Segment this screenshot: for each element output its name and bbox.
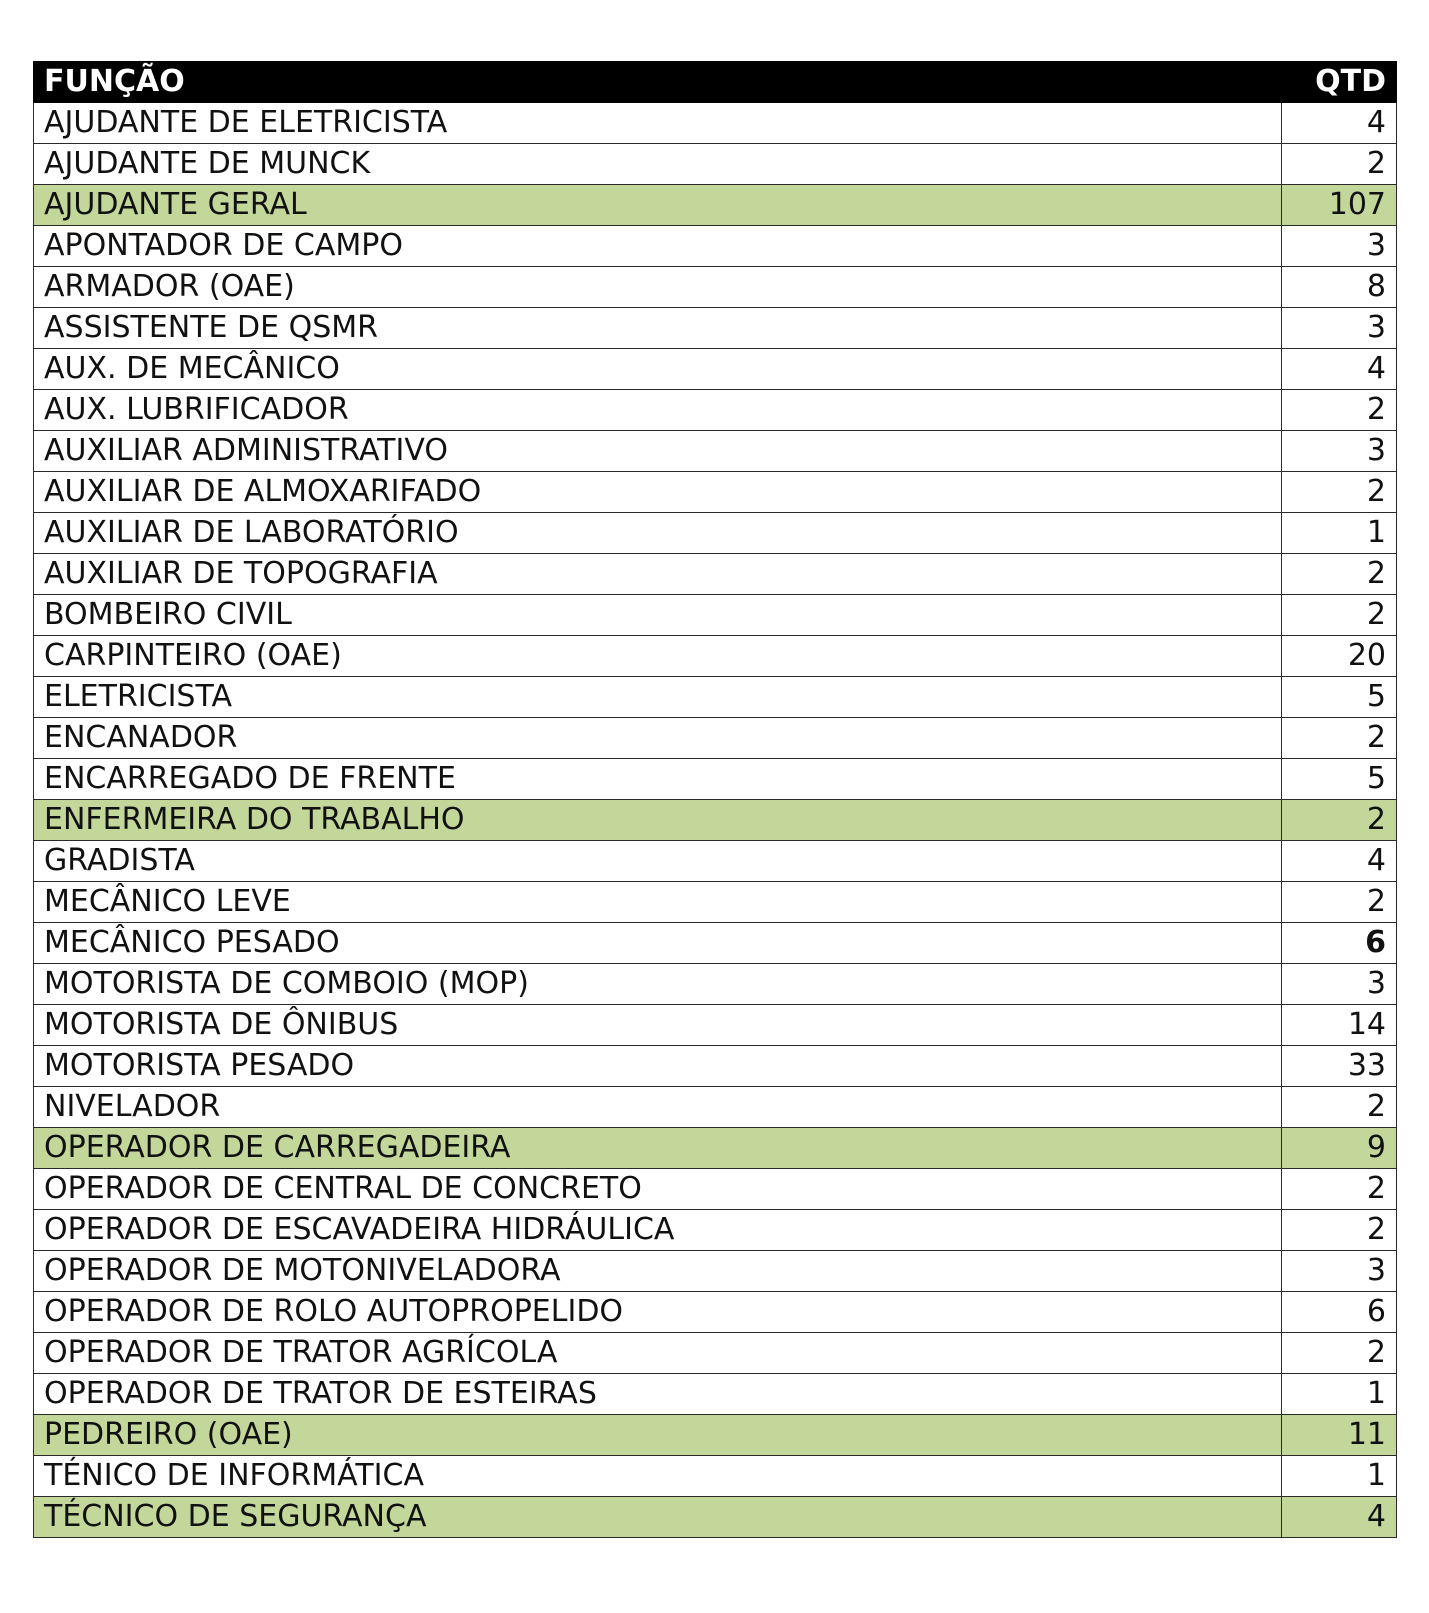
header-funcao: FUNÇÃO <box>34 62 1282 103</box>
table-row <box>34 882 1397 923</box>
table-row <box>34 226 1397 267</box>
cell-qtd: 3 <box>1282 964 1397 1005</box>
cell-qtd: 6 <box>1282 1292 1397 1333</box>
cell-funcao: AUXILIAR DE LABORATÓRIO <box>34 513 1282 554</box>
cell-funcao: PEDREIRO (OAE) <box>34 1415 1282 1456</box>
table-row <box>34 923 1397 964</box>
cell-funcao: ASSISTENTE DE QSMR <box>34 308 1282 349</box>
cell-funcao: MECÂNICO LEVE <box>34 882 1282 923</box>
cell-qtd: 4 <box>1282 841 1397 882</box>
table-row <box>34 103 1397 144</box>
table-row <box>34 1210 1397 1251</box>
table-row <box>34 554 1397 595</box>
table-row <box>34 718 1397 759</box>
cell-funcao: CARPINTEIRO (OAE) <box>34 636 1282 677</box>
header-qtd: QTD <box>1282 62 1397 103</box>
cell-funcao: ARMADOR (OAE) <box>34 267 1282 308</box>
staffing-table <box>33 61 1397 1538</box>
cell-funcao: MOTORISTA DE COMBOIO (MOP) <box>34 964 1282 1005</box>
table-row <box>34 1415 1397 1456</box>
table-row <box>34 144 1397 185</box>
cell-funcao: BOMBEIRO CIVIL <box>34 595 1282 636</box>
cell-qtd: 5 <box>1282 677 1397 718</box>
table-row <box>34 964 1397 1005</box>
cell-qtd: 2 <box>1282 718 1397 759</box>
cell-qtd: 2 <box>1282 1087 1397 1128</box>
cell-funcao: MECÂNICO PESADO <box>34 923 1282 964</box>
table-row <box>34 841 1397 882</box>
table-row <box>34 513 1397 554</box>
cell-funcao: GRADISTA <box>34 841 1282 882</box>
cell-qtd: 5 <box>1282 759 1397 800</box>
cell-qtd: 4 <box>1282 1497 1397 1538</box>
table-row <box>34 1046 1397 1087</box>
cell-qtd: 1 <box>1282 1374 1397 1415</box>
cell-funcao: AUXILIAR DE ALMOXARIFADO <box>34 472 1282 513</box>
cell-funcao: TÉCNICO DE SEGURANÇA <box>34 1497 1282 1538</box>
table-row <box>34 349 1397 390</box>
cell-qtd: 3 <box>1282 308 1397 349</box>
table-row <box>34 472 1397 513</box>
cell-qtd: 2 <box>1282 554 1397 595</box>
table-row <box>34 1169 1397 1210</box>
table-row <box>34 431 1397 472</box>
table-header <box>34 62 1397 103</box>
cell-qtd: 33 <box>1282 1046 1397 1087</box>
cell-funcao: AUXILIAR ADMINISTRATIVO <box>34 431 1282 472</box>
cell-funcao: ENCANADOR <box>34 718 1282 759</box>
table-body <box>34 103 1397 1538</box>
table-row <box>34 595 1397 636</box>
cell-funcao: OPERADOR DE CENTRAL DE CONCRETO <box>34 1169 1282 1210</box>
cell-qtd: 2 <box>1282 882 1397 923</box>
table-row <box>34 1497 1397 1538</box>
cell-qtd: 2 <box>1282 1169 1397 1210</box>
cell-funcao: OPERADOR DE CARREGADEIRA <box>34 1128 1282 1169</box>
table-row <box>34 1128 1397 1169</box>
cell-funcao: AUXILIAR DE TOPOGRAFIA <box>34 554 1282 595</box>
cell-qtd: 3 <box>1282 1251 1397 1292</box>
cell-qtd: 8 <box>1282 267 1397 308</box>
cell-qtd: 4 <box>1282 103 1397 144</box>
cell-qtd: 2 <box>1282 390 1397 431</box>
cell-qtd: 107 <box>1282 185 1397 226</box>
cell-qtd: 9 <box>1282 1128 1397 1169</box>
cell-funcao: AUX. DE MECÂNICO <box>34 349 1282 390</box>
table-row <box>34 267 1397 308</box>
cell-qtd: 3 <box>1282 431 1397 472</box>
table-row <box>34 677 1397 718</box>
cell-funcao: TÉNICO DE INFORMÁTICA <box>34 1456 1282 1497</box>
table-row <box>34 185 1397 226</box>
cell-qtd: 2 <box>1282 1210 1397 1251</box>
cell-funcao: AJUDANTE GERAL <box>34 185 1282 226</box>
table-row <box>34 390 1397 431</box>
cell-qtd: 4 <box>1282 349 1397 390</box>
table-row <box>34 1251 1397 1292</box>
table-row <box>34 1087 1397 1128</box>
cell-qtd: 20 <box>1282 636 1397 677</box>
cell-qtd: 2 <box>1282 800 1397 841</box>
cell-qtd: 3 <box>1282 226 1397 267</box>
cell-funcao: AJUDANTE DE ELETRICISTA <box>34 103 1282 144</box>
cell-funcao: APONTADOR DE CAMPO <box>34 226 1282 267</box>
cell-funcao: MOTORISTA PESADO <box>34 1046 1282 1087</box>
cell-qtd: 2 <box>1282 472 1397 513</box>
cell-qtd: 2 <box>1282 144 1397 185</box>
cell-funcao: MOTORISTA DE ÔNIBUS <box>34 1005 1282 1046</box>
cell-qtd: 6 <box>1282 923 1397 964</box>
table-row <box>34 1005 1397 1046</box>
cell-qtd: 2 <box>1282 595 1397 636</box>
cell-funcao: ENCARREGADO DE FRENTE <box>34 759 1282 800</box>
cell-funcao: OPERADOR DE MOTONIVELADORA <box>34 1251 1282 1292</box>
cell-funcao: AUX. LUBRIFICADOR <box>34 390 1282 431</box>
cell-funcao: OPERADOR DE TRATOR DE ESTEIRAS <box>34 1374 1282 1415</box>
cell-qtd: 1 <box>1282 1456 1397 1497</box>
table-row <box>34 1456 1397 1497</box>
table-row <box>34 800 1397 841</box>
cell-qtd: 11 <box>1282 1415 1397 1456</box>
cell-qtd: 14 <box>1282 1005 1397 1046</box>
cell-funcao: OPERADOR DE ROLO AUTOPROPELIDO <box>34 1292 1282 1333</box>
cell-funcao: ENFERMEIRA DO TRABALHO <box>34 800 1282 841</box>
cell-qtd: 1 <box>1282 513 1397 554</box>
cell-funcao: AJUDANTE DE MUNCK <box>34 144 1282 185</box>
cell-funcao: ELETRICISTA <box>34 677 1282 718</box>
table-row <box>34 759 1397 800</box>
cell-funcao: OPERADOR DE ESCAVADEIRA HIDRÁULICA <box>34 1210 1282 1251</box>
cell-funcao: OPERADOR DE TRATOR AGRÍCOLA <box>34 1333 1282 1374</box>
table-row <box>34 636 1397 677</box>
cell-funcao: NIVELADOR <box>34 1087 1282 1128</box>
table-row <box>34 1292 1397 1333</box>
table-row <box>34 308 1397 349</box>
table-row <box>34 1374 1397 1415</box>
header-row <box>34 62 1397 103</box>
table-row <box>34 1333 1397 1374</box>
cell-qtd: 2 <box>1282 1333 1397 1374</box>
